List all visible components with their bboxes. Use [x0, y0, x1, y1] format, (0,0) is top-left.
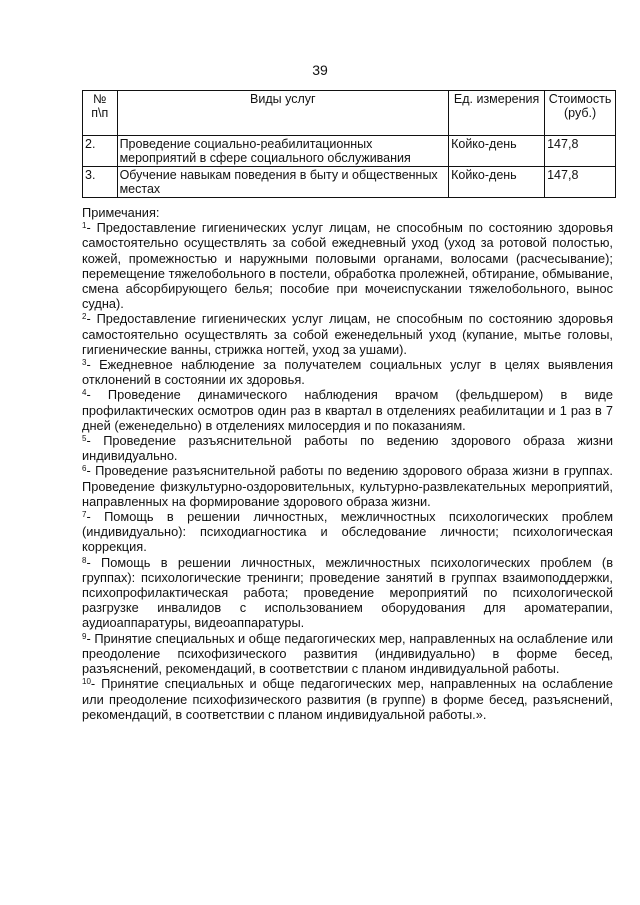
note-mark: 6	[82, 464, 87, 474]
row-cost: 147,8	[545, 136, 616, 167]
row-unit: Койко-день	[449, 167, 545, 198]
note-mark: 1	[82, 221, 87, 231]
row-number: 2.	[83, 136, 118, 167]
note-text: - Помощь в решении личностных, межличностных психологических проблем (в группах): психологические тренинги; проведение занятий в группах взаимоподдержки, психопрофилактическая работа; проведение мероприятий по психологической разгрузке инвалидов с использованием оборудования для ароматерапии, аудиоаппаратуры, видеоаппаратуры.	[82, 554, 613, 631]
note-item	[82, 463, 613, 509]
note-text: - Проведение динамического наблюдения врачом (фельдшером) в виде профилактических осмотров один раз в квартал в отделениях реабилитации и 1 раз в 7 дней (еженедельно) в отделениях милосердия и по показаниям.	[82, 387, 613, 433]
note-item	[82, 311, 613, 357]
note-text: - Ежедневное наблюдение за получателем социальных услуг в целях выявления отклонений в состоянии их здоровья.	[82, 357, 613, 388]
note-item	[82, 676, 613, 722]
note-item	[82, 555, 613, 631]
note-item	[82, 220, 613, 311]
note-text: - Проведение разъяснительной работы по ведению здорового образа жизни в группах. Проведение физкультурно-оздоровительных, культурно-развлекательных мероприятий, направленных на формирование здорового образа жизни.	[82, 463, 613, 509]
table-header-row	[83, 91, 616, 136]
note-text: - Принятие специальных и обще педагогических мер, направленных на ослабление или преодоление психофизического развития (в группе) в форме бесед, разъяснений, рекомендаций, в соответствии с планом индивидуальной работы.».	[82, 676, 613, 722]
header-unit: Ед. измерения	[449, 91, 545, 136]
table-row	[83, 136, 616, 167]
row-number: 3.	[83, 167, 118, 198]
note-text: - Помощь в решении личностных, межличностных психологических проблем (индивидуально): психодиагностика и обследование личности; психологическая коррекция.	[82, 509, 613, 555]
services-table	[82, 90, 616, 198]
notes-heading: Примечания:	[82, 205, 160, 220]
note-mark: 9	[82, 631, 87, 641]
note-mark: 5	[82, 434, 87, 444]
row-service-name: Проведение социально-реабилитационных мероприятий в сфере социального обслуживания	[117, 136, 449, 167]
note-mark: 10	[82, 677, 91, 687]
row-unit: Койко-день	[449, 136, 545, 167]
note-text: - Предоставление гигиенических услуг лицам, не способным по состоянию здоровья самостоятельно осуществлять за собой ежедневный уход (уход за ротовой полостью, кожей, промежностью и наружными половыми органами, волосами (расчесывание); перемещение тяжелобольного в постели, обработка пролежней, обтирание, обмывание, смена абсорбирующего белья; пособие при мочеиспускании тяжелобольного, вынос судна).	[82, 220, 613, 312]
note-item	[82, 509, 613, 555]
note-mark: 4	[82, 388, 87, 398]
note-mark: 3	[82, 358, 87, 368]
header-number: № п\п	[83, 91, 118, 136]
note-text: - Проведение разъяснительной работы по ведению здорового образа жизни индивидуально.	[82, 433, 613, 464]
note-item	[82, 387, 613, 433]
note-mark: 2	[82, 312, 87, 322]
row-service-name: Обучение навыкам поведения в быту и общественных местах	[117, 167, 449, 198]
page-number: 39	[312, 62, 328, 78]
note-item	[82, 631, 613, 677]
notes-section	[82, 205, 613, 722]
note-mark: 7	[82, 510, 87, 520]
note-item	[82, 357, 613, 387]
header-service-type: Виды услуг	[117, 91, 449, 136]
note-text: - Предоставление гигиенических услуг лицам, не способным по состоянию здоровья самостоятельно осуществлять за собой еженедельный уход (купание, мытье головы, гигиенические ванны, стрижка ногтей, уход за ушами).	[82, 311, 613, 357]
row-cost: 147,8	[545, 167, 616, 198]
note-text: - Принятие специальных и обще педагогических мер, направленных на ослабление или преодоление психофизического развития (индивидуально) в форме бесед, разъяснений, рекомендаций, в соответствии с планом индивидуальной работы.	[82, 630, 613, 677]
table-row	[83, 167, 616, 198]
header-cost: Стоимость (руб.)	[545, 91, 616, 136]
note-mark: 8	[82, 555, 87, 565]
note-item	[82, 433, 613, 463]
